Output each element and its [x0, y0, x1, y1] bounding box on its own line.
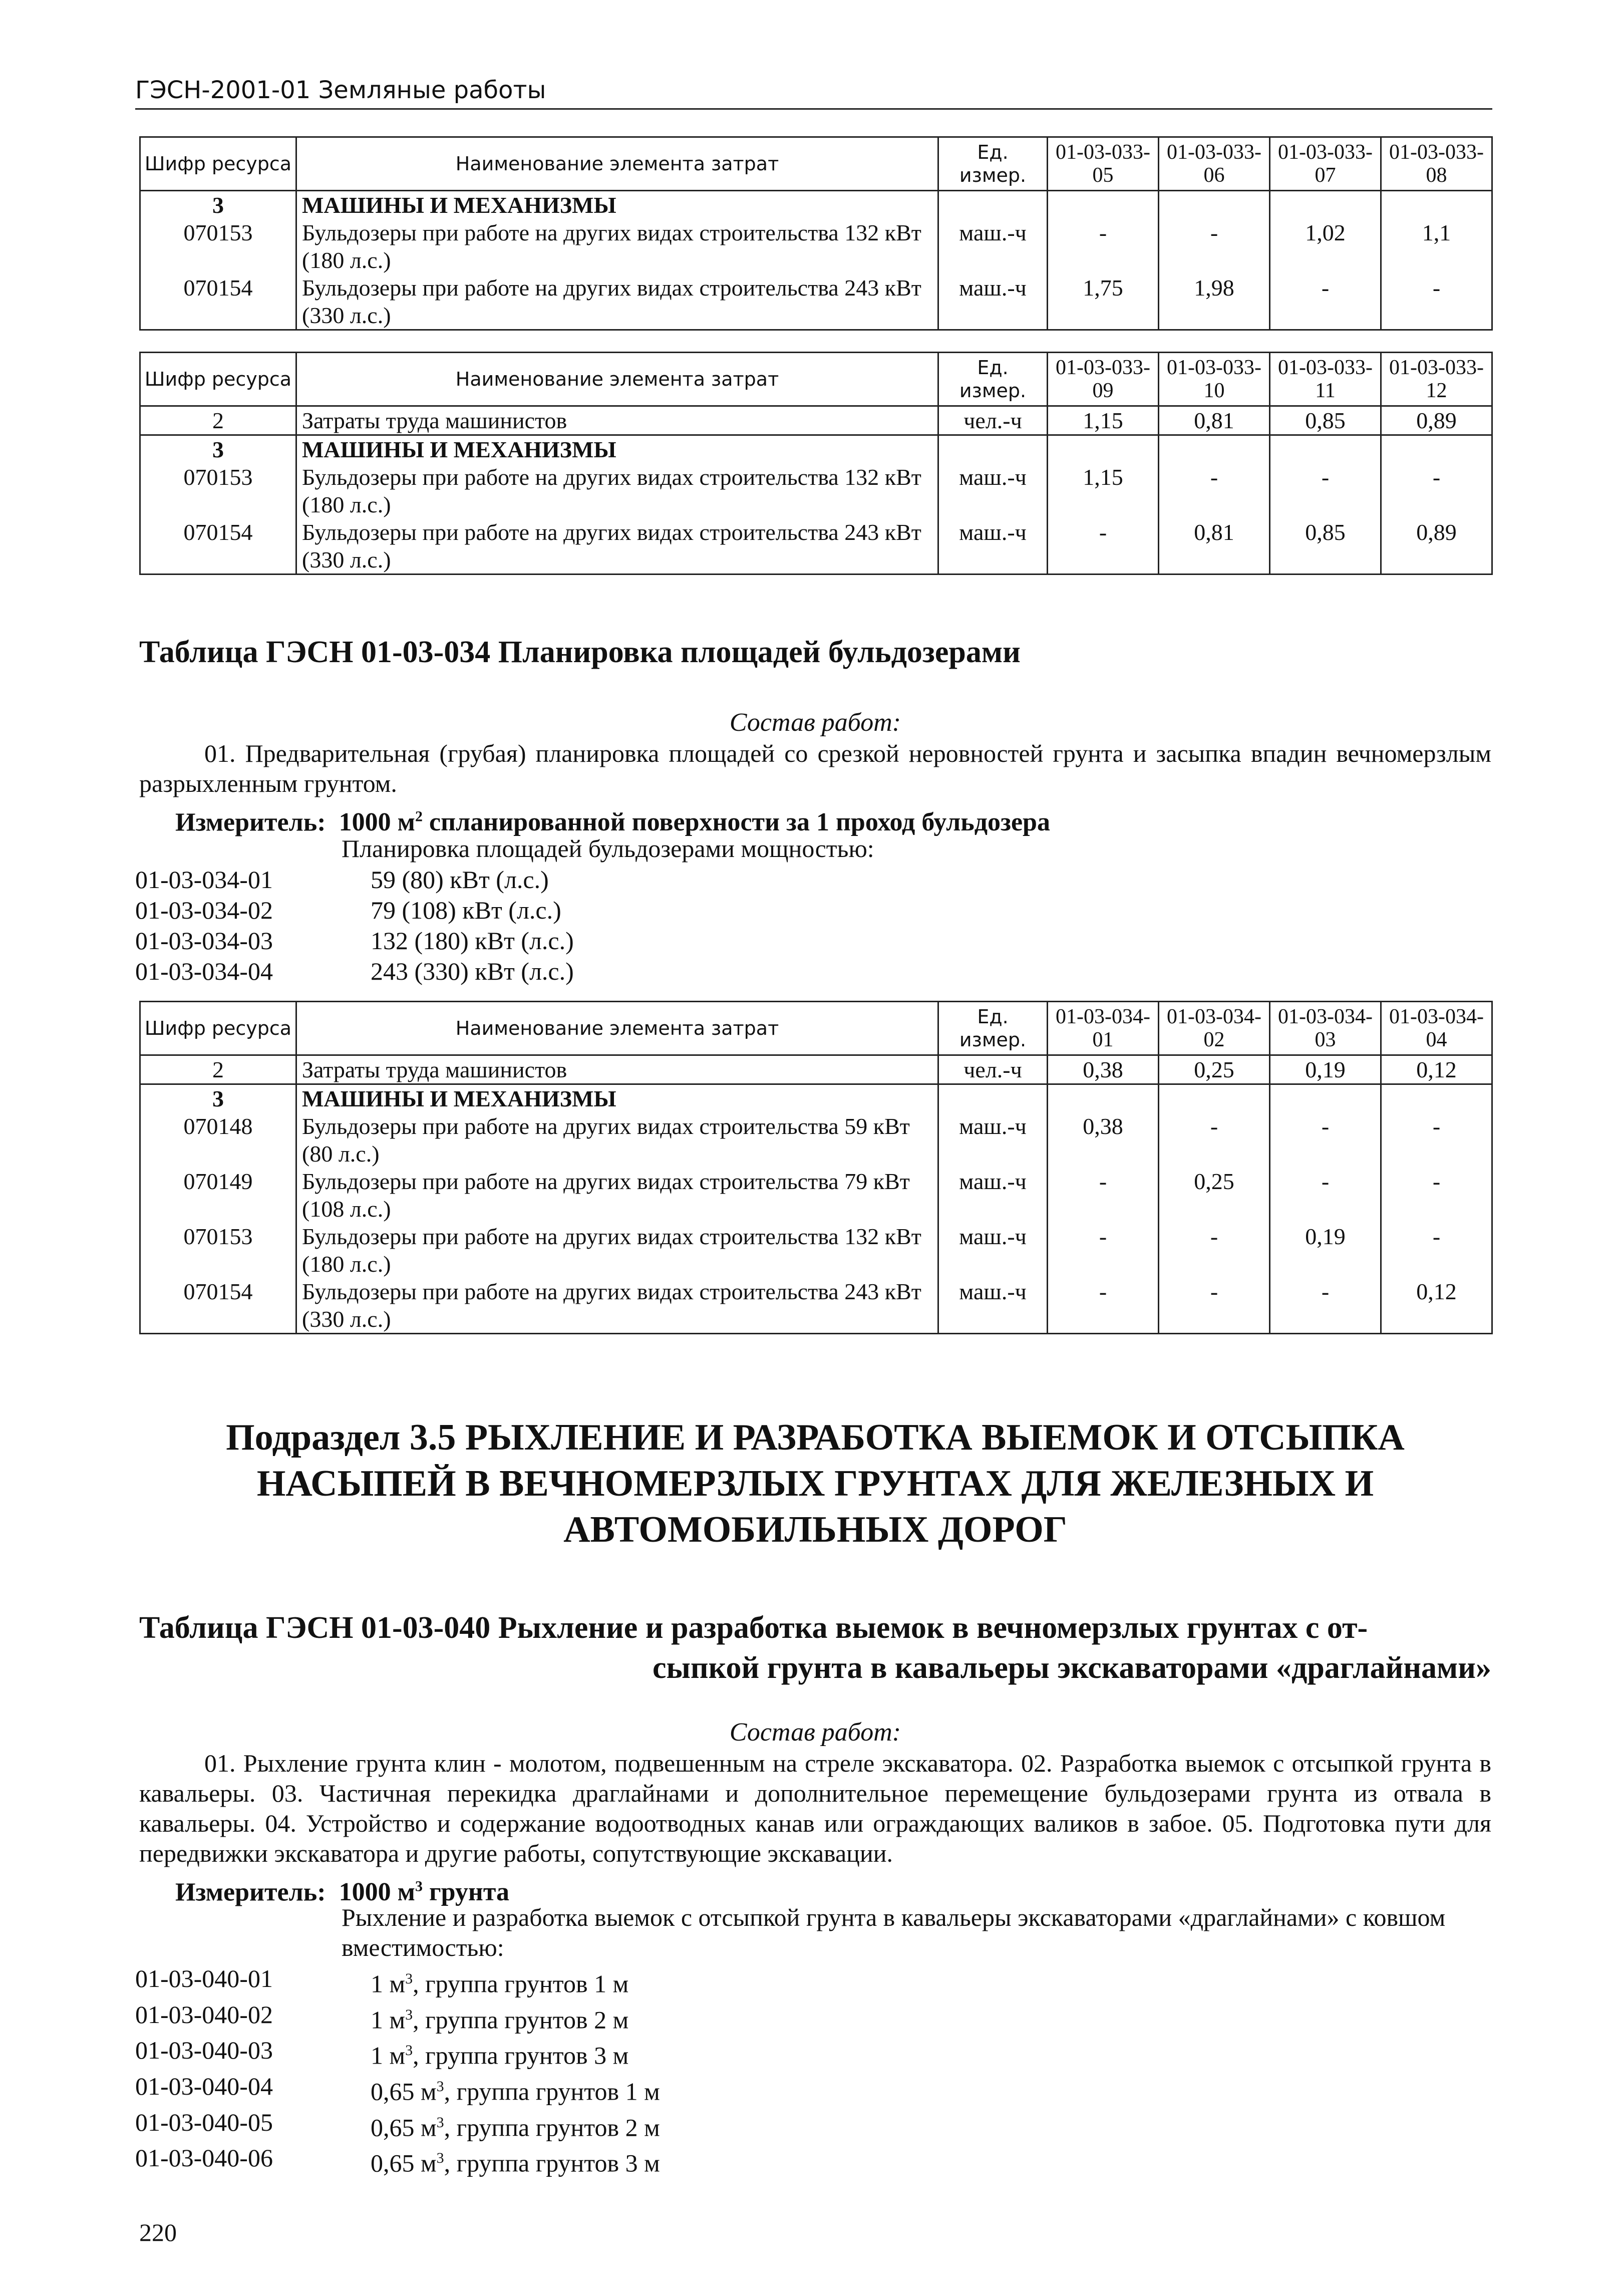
norm-soil-group: , группа грунтов 3 м	[444, 2149, 660, 2177]
cell-unit: чел.-ч	[938, 1055, 1048, 1084]
section-heading	[139, 1414, 1491, 1553]
column-header-norm: 01-03-034-01	[1048, 1002, 1159, 1055]
norm-list-item	[135, 2071, 660, 2107]
cell-value: 0,25	[1159, 1055, 1270, 1084]
cell-resource-name: Затраты труда машинистов	[296, 406, 938, 435]
table-034-sostav-label: Состав работ:	[729, 708, 901, 737]
cell-resource-name: Бульдозеры при работе на других видах строительства 79 кВт (108 л.с.)	[296, 1168, 938, 1223]
norm-volume: 0,65 м	[371, 2113, 437, 2142]
column-header-unit: Ед. измер.	[938, 353, 1048, 406]
cell-resource-code: 070153	[140, 219, 296, 274]
cell-empty	[938, 191, 1048, 219]
cell-value: -	[1048, 1223, 1159, 1278]
measure-rest: спланированной поверхности за 1 проход бульдозера	[423, 808, 1050, 837]
cell-unit: маш.-ч	[938, 1168, 1048, 1223]
norm-soil-group: , группа грунтов 1 м	[444, 2077, 660, 2106]
norm-code: 01-03-034-01	[135, 866, 273, 894]
cell-empty	[1381, 191, 1492, 219]
table-row	[140, 1055, 1492, 1084]
table-row	[140, 1168, 1492, 1223]
table-040-norm-list	[135, 1963, 660, 2179]
table-header-row	[140, 353, 1492, 406]
cell-value: -	[1159, 463, 1270, 518]
table-034-lead: Планировка площадей бульдозерами мощностью:	[342, 834, 874, 863]
cell-value: 1,75	[1048, 274, 1159, 330]
norm-volume-exponent: 3	[436, 2114, 444, 2131]
column-header-norm: 01-03-033-05	[1048, 137, 1159, 191]
cell-empty	[1048, 1084, 1159, 1113]
cell-value: -	[1048, 219, 1159, 274]
norm-code: 01-03-040-04	[135, 2072, 273, 2100]
cell-value: 0,89	[1381, 406, 1492, 435]
cell-value: 0,19	[1270, 1055, 1381, 1084]
norm-volume: 1 м	[371, 2041, 406, 2070]
table-034-norm-list	[135, 865, 574, 987]
column-header-code: Шифр ресурса	[140, 1002, 296, 1055]
cell-resource-code: 070149	[140, 1168, 296, 1223]
norm-list-item	[135, 895, 574, 926]
cell-value: -	[1048, 518, 1159, 575]
cell-empty	[1159, 435, 1270, 464]
cell-value: -	[1270, 1168, 1381, 1223]
cell-empty	[1381, 435, 1492, 464]
norm-volume: 1 м	[371, 2005, 406, 2034]
cell-empty	[1159, 1084, 1270, 1113]
measure-label: Измеритель:	[175, 1878, 326, 1907]
cell-empty	[1048, 435, 1159, 464]
norm-code: 01-03-040-06	[135, 2144, 273, 2172]
table-row	[140, 219, 1492, 274]
column-header-norm: 01-03-033-12	[1381, 353, 1492, 406]
cell-value: 1,15	[1048, 463, 1159, 518]
cell-value: -	[1159, 219, 1270, 274]
norm-description	[371, 2107, 660, 2143]
norm-code: 01-03-034-02	[135, 896, 273, 924]
cell-value: -	[1048, 1278, 1159, 1334]
section-heading-line-1: Подраздел 3.5 РЫХЛЕНИЕ И РАЗРАБОТКА ВЫЕМОК И ОТСЫПКА	[226, 1417, 1405, 1458]
norm-description	[371, 1963, 628, 1999]
cell-resource-name: МАШИНЫ И МЕХАНИЗМЫ	[296, 435, 938, 464]
table-034-measure	[175, 801, 1477, 838]
cell-value: -	[1159, 1223, 1270, 1278]
running-head: ГЭСН-2001-01 Земляные работы	[135, 75, 1492, 110]
cell-resource-code: 070153	[140, 463, 296, 518]
norm-list-item	[135, 2143, 660, 2179]
cell-value: -	[1270, 274, 1381, 330]
cell-value: 0,19	[1270, 1223, 1381, 1278]
cell-resource-name: Бульдозеры при работе на других видах строительства 132 кВт (180 л.с.)	[296, 219, 938, 274]
cell-empty	[1270, 435, 1381, 464]
cell-unit: маш.-ч	[938, 518, 1048, 575]
norm-volume-exponent: 3	[405, 2006, 413, 2023]
cell-resource-name: Бульдозеры при работе на других видах строительства 243 кВт (330 л.с.)	[296, 518, 938, 575]
measure-rest: грунта	[423, 1878, 510, 1907]
norm-description: 79 (108) кВт (л.с.)	[371, 896, 561, 924]
cell-unit: маш.-ч	[938, 463, 1048, 518]
cell-value: 1,1	[1381, 219, 1492, 274]
norm-list-item	[135, 1963, 660, 1999]
column-header-name: Наименование элемента затрат	[296, 1002, 938, 1055]
column-header-norm: 01-03-033-07	[1270, 137, 1381, 191]
cell-value: 0,38	[1048, 1055, 1159, 1084]
norm-description	[371, 1999, 628, 2036]
cell-resource-name: Бульдозеры при работе на других видах строительства 243 кВт (330 л.с.)	[296, 1278, 938, 1334]
norm-code: 01-03-040-01	[135, 1964, 273, 1992]
cell-value: -	[1048, 1168, 1159, 1223]
cell-empty	[938, 435, 1048, 464]
norm-description: 243 (330) кВт (л.с.)	[371, 957, 574, 985]
resource-table-033a	[139, 136, 1493, 331]
column-header-norm: 01-03-033-11	[1270, 353, 1381, 406]
table-header-row	[140, 1002, 1492, 1055]
cell-value: -	[1381, 1112, 1492, 1168]
norm-description: 132 (180) кВт (л.с.)	[371, 927, 574, 955]
cell-resource-code: 3	[140, 191, 296, 219]
column-header-unit: Ед. измер.	[938, 1002, 1048, 1055]
norm-code: 01-03-040-03	[135, 2036, 273, 2065]
cell-value: 0,81	[1159, 406, 1270, 435]
table-row	[140, 406, 1492, 435]
cell-resource-name: Бульдозеры при работе на других видах строительства 132 кВт (180 л.с.)	[296, 463, 938, 518]
norm-soil-group: , группа грунтов 2 м	[444, 2113, 660, 2142]
cell-value: -	[1270, 463, 1381, 518]
cell-value: 1,02	[1270, 219, 1381, 274]
norm-volume-exponent: 3	[436, 2078, 444, 2095]
norm-list-item	[135, 865, 574, 895]
table-040-lead: Рыхление и разработка выемок с отсыпкой грунта в кавальеры экскаваторами «драглайнами» с ковшом вместимостью:	[342, 1903, 1446, 1961]
cell-resource-code: 2	[140, 406, 296, 435]
cell-empty	[1270, 191, 1381, 219]
cell-resource-name: МАШИНЫ И МЕХАНИЗМЫ	[296, 191, 938, 219]
cell-resource-name: МАШИНЫ И МЕХАНИЗМЫ	[296, 1084, 938, 1113]
norm-volume-exponent: 3	[436, 2150, 444, 2167]
measure-value: 1000 м	[339, 1878, 416, 1907]
cell-unit: маш.-ч	[938, 1223, 1048, 1278]
measure-value: 1000 м	[339, 808, 416, 837]
cell-empty	[938, 1084, 1048, 1113]
column-header-code: Шифр ресурса	[140, 137, 296, 191]
norm-code: 01-03-040-05	[135, 2108, 273, 2136]
norm-description: 59 (80) кВт (л.с.)	[371, 866, 549, 894]
cell-value: 0,81	[1159, 518, 1270, 575]
cell-value: 0,85	[1270, 518, 1381, 575]
cell-value: 0,38	[1048, 1112, 1159, 1168]
column-header-code: Шифр ресурса	[140, 353, 296, 406]
measure-sup: 3	[415, 1878, 423, 1895]
norm-list-item	[135, 956, 574, 987]
cell-value: 0,12	[1381, 1055, 1492, 1084]
cell-resource-code: 070154	[140, 1278, 296, 1334]
cell-resource-code: 070154	[140, 518, 296, 575]
table-row	[140, 518, 1492, 575]
resource-table-033b	[139, 352, 1493, 575]
cell-empty	[1159, 191, 1270, 219]
cell-empty	[1381, 1084, 1492, 1113]
table-header-row	[140, 137, 1492, 191]
table-034-sostav-text: 01. Предварительная (грубая) планировка площадей со срезкой неровностей грунта и засыпка впадин вечномерзлым разрыхленным грунтом.	[139, 739, 1491, 797]
table-row	[140, 1278, 1492, 1334]
table-034-title: Таблица ГЭСН 01-03-034 Планировка площадей бульдозерами	[139, 635, 1021, 669]
norm-code: 01-03-034-04	[135, 957, 273, 985]
cell-unit: чел.-ч	[938, 406, 1048, 435]
cell-resource-code: 070153	[140, 1223, 296, 1278]
cell-value: -	[1381, 1168, 1492, 1223]
table-040-title-line-2: сыпкой грунта в кавальеры экскаваторами «драглайнами»	[652, 1651, 1491, 1685]
norm-soil-group: , группа грунтов 1 м	[413, 1969, 629, 1998]
page-number: 220	[139, 2218, 177, 2246]
norm-code: 01-03-034-03	[135, 927, 273, 955]
norm-list-item	[135, 1999, 660, 2036]
cell-empty	[1048, 191, 1159, 219]
table-row	[140, 1112, 1492, 1168]
table-row	[140, 1223, 1492, 1278]
cell-resource-code: 3	[140, 435, 296, 464]
norm-list-item	[135, 2035, 660, 2071]
cell-unit: маш.-ч	[938, 274, 1048, 330]
cell-value: 0,85	[1270, 406, 1381, 435]
cell-resource-code: 2	[140, 1055, 296, 1084]
measure-label: Измеритель:	[175, 808, 326, 837]
table-040-title-line-1: Таблица ГЭСН 01-03-040 Рыхление и разработка выемок в вечномерзлых грунтах с от-	[139, 1611, 1368, 1645]
cell-value: 1,15	[1048, 406, 1159, 435]
table-row	[140, 1084, 1492, 1113]
column-header-norm: 01-03-034-04	[1381, 1002, 1492, 1055]
table-040-sostav-text: 01. Рыхление грунта клин - молотом, подвешенным на стреле экскаватора. 02. Разработка выемок с отсыпкой грунта в кавальеры. 03. Частичная перекидка драглайнами и дополнительное перемещение бульдозерами грунта из отвала в кавальеры. 04. Устройство и содержание водоотводных канав или ограждающих валиков в забое. 05. Подготовка пути для передвижки экскаватора и другие работы, сопутствующие экскавации.	[139, 1749, 1491, 1867]
cell-unit: маш.-ч	[938, 219, 1048, 274]
cell-value: -	[1270, 1112, 1381, 1168]
table-040-sostav-label: Состав работ:	[729, 1718, 901, 1747]
norm-description	[371, 2071, 660, 2107]
norm-description	[371, 2143, 660, 2179]
cell-resource-code: 070154	[140, 274, 296, 330]
column-header-norm: 01-03-034-03	[1270, 1002, 1381, 1055]
measure-sup: 2	[415, 808, 423, 825]
cell-resource-code: 070148	[140, 1112, 296, 1168]
section-heading-line-3: АВТОМОБИЛЬНЫХ ДОРОГ	[563, 1509, 1067, 1550]
norm-code: 01-03-040-02	[135, 2000, 273, 2029]
norm-list-item	[135, 2107, 660, 2143]
column-header-name: Наименование элемента затрат	[296, 353, 938, 406]
cell-value: -	[1381, 274, 1492, 330]
column-header-norm: 01-03-033-10	[1159, 353, 1270, 406]
cell-unit: маш.-ч	[938, 1278, 1048, 1334]
section-heading-line-2: НАСЫПЕЙ В ВЕЧНОМЕРЗЛЫХ ГРУНТАХ ДЛЯ ЖЕЛЕЗНЫХ И	[256, 1463, 1374, 1504]
column-header-norm: 01-03-034-02	[1159, 1002, 1270, 1055]
cell-value: -	[1381, 1223, 1492, 1278]
norm-soil-group: , группа грунтов 2 м	[413, 2005, 629, 2034]
cell-resource-name: Бульдозеры при работе на других видах строительства 59 кВт (80 л.с.)	[296, 1112, 938, 1168]
cell-value: -	[1159, 1278, 1270, 1334]
cell-unit: маш.-ч	[938, 1112, 1048, 1168]
column-header-unit: Ед. измер.	[938, 137, 1048, 191]
norm-list-item	[135, 926, 574, 956]
cell-value: -	[1270, 1278, 1381, 1334]
column-header-norm: 01-03-033-08	[1381, 137, 1492, 191]
table-row	[140, 463, 1492, 518]
cell-empty	[1270, 1084, 1381, 1113]
table-row	[140, 435, 1492, 464]
norm-description	[371, 2035, 628, 2071]
resource-table-034	[139, 1001, 1493, 1334]
norm-volume: 0,65 м	[371, 2077, 437, 2106]
cell-resource-name: Бульдозеры при работе на других видах строительства 243 кВт (330 л.с.)	[296, 274, 938, 330]
column-header-name: Наименование элемента затрат	[296, 137, 938, 191]
cell-value: 0,89	[1381, 518, 1492, 575]
cell-value: -	[1159, 1112, 1270, 1168]
column-header-norm: 01-03-033-09	[1048, 353, 1159, 406]
cell-resource-name: Затраты труда машинистов	[296, 1055, 938, 1084]
table-row	[140, 274, 1492, 330]
cell-value: -	[1381, 463, 1492, 518]
norm-volume: 1 м	[371, 1969, 406, 1998]
norm-soil-group: , группа грунтов 3 м	[413, 2041, 629, 2070]
cell-resource-name: Бульдозеры при работе на других видах строительства 132 кВт (180 л.с.)	[296, 1223, 938, 1278]
cell-value: 0,12	[1381, 1278, 1492, 1334]
table-row	[140, 191, 1492, 219]
cell-value: 0,25	[1159, 1168, 1270, 1223]
norm-volume: 0,65 м	[371, 2149, 437, 2177]
cell-value: 1,98	[1159, 274, 1270, 330]
norm-volume-exponent: 3	[405, 1970, 413, 1987]
cell-resource-code: 3	[140, 1084, 296, 1113]
norm-volume-exponent: 3	[405, 2042, 413, 2059]
column-header-norm: 01-03-033-06	[1159, 137, 1270, 191]
